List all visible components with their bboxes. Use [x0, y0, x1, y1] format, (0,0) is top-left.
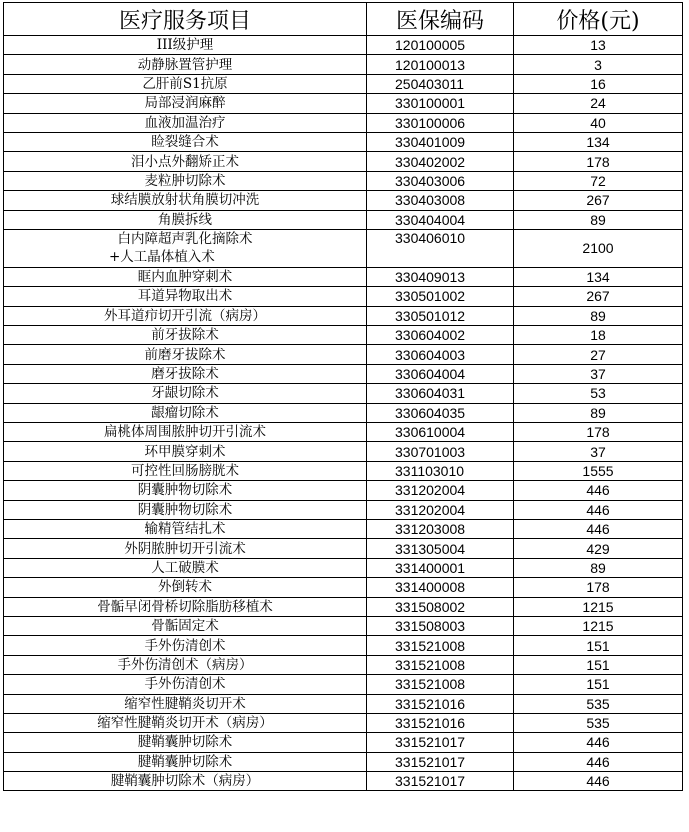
table-body — [4, 36, 683, 791]
insurance-code-cell: 330701003 — [367, 442, 514, 461]
insurance-code-cell: 330604002 — [367, 326, 514, 345]
price-cell: 13 — [514, 36, 683, 55]
insurance-code-cell: 331103010 — [367, 461, 514, 480]
price-cell: 151 — [514, 636, 683, 655]
service-name-cell: 腱鞘囊肿切除术 — [4, 733, 367, 752]
price-cell: 446 — [514, 733, 683, 752]
table-row — [4, 713, 683, 732]
table-row — [4, 481, 683, 500]
table-row — [4, 597, 683, 616]
table-row — [4, 616, 683, 635]
insurance-code-cell: 331508003 — [367, 616, 514, 635]
insurance-code-cell: 331521016 — [367, 713, 514, 732]
table-row — [4, 752, 683, 771]
table-row — [4, 171, 683, 190]
service-name-cell: 腱鞘囊肿切除术（病房） — [4, 772, 367, 791]
service-name-cell: 血液加温治疗 — [4, 113, 367, 132]
insurance-code-cell: 330409013 — [367, 267, 514, 286]
price-cell: 27 — [514, 345, 683, 364]
price-cell: 24 — [514, 94, 683, 113]
table-row — [4, 113, 683, 132]
price-cell: 178 — [514, 423, 683, 442]
insurance-code-cell: 330404004 — [367, 210, 514, 229]
service-name-cell: 外耳道疖切开引流（病房） — [4, 306, 367, 325]
table-row — [4, 229, 683, 267]
price-cell: 53 — [514, 384, 683, 403]
table-row — [4, 345, 683, 364]
price-cell: 134 — [514, 132, 683, 151]
insurance-code-cell: 331203008 — [367, 519, 514, 538]
insurance-code-cell: 330403006 — [367, 171, 514, 190]
header-code: 医保编码 — [367, 3, 514, 36]
service-name-cell — [4, 229, 367, 267]
service-name-line2: +人工晶体植入术 — [109, 248, 215, 265]
price-cell: 16 — [514, 74, 683, 93]
header-row — [4, 3, 683, 36]
table-row — [4, 500, 683, 519]
price-cell: 178 — [514, 578, 683, 597]
insurance-code-cell: 330402002 — [367, 152, 514, 171]
service-name-cell: 牙龈切除术 — [4, 384, 367, 403]
price-cell: 134 — [514, 267, 683, 286]
insurance-code-cell: 330100006 — [367, 113, 514, 132]
price-cell: 1215 — [514, 597, 683, 616]
service-name-cell: 手外伤清创术 — [4, 636, 367, 655]
table-row — [4, 461, 683, 480]
table-row — [4, 423, 683, 442]
price-cell: 89 — [514, 558, 683, 577]
insurance-code-cell: 250403011 — [367, 74, 514, 93]
price-cell: 446 — [514, 752, 683, 771]
insurance-code-cell: 330100001 — [367, 94, 514, 113]
insurance-code-cell: 330403008 — [367, 191, 514, 210]
table-row — [4, 442, 683, 461]
service-name-cell: 扁桃体周围脓肿切开引流术 — [4, 423, 367, 442]
insurance-code-cell: 330604035 — [367, 403, 514, 422]
service-name-cell: 乙肝前S1抗原 — [4, 74, 367, 93]
insurance-code-cell: 330501012 — [367, 306, 514, 325]
price-cell: 151 — [514, 655, 683, 674]
price-cell: 1555 — [514, 461, 683, 480]
insurance-code-cell: 330501002 — [367, 287, 514, 306]
table-row — [4, 384, 683, 403]
table-row — [4, 403, 683, 422]
service-name-cell: 阴囊肿物切除术 — [4, 481, 367, 500]
table-row — [4, 74, 683, 93]
service-name-cell: 外阴脓肿切开引流术 — [4, 539, 367, 558]
service-name-cell: 局部浸润麻醉 — [4, 94, 367, 113]
insurance-code-cell: 331521008 — [367, 675, 514, 694]
table-row — [4, 578, 683, 597]
insurance-code-cell: 331521008 — [367, 655, 514, 674]
service-name-cell: 输精管结扎术 — [4, 519, 367, 538]
insurance-code-cell: 331521008 — [367, 636, 514, 655]
header-price: 价格(元) — [514, 3, 683, 36]
table-row — [4, 772, 683, 791]
price-cell: 267 — [514, 191, 683, 210]
service-name-cell: 角膜拆线 — [4, 210, 367, 229]
service-name-cell: III级护理 — [4, 36, 367, 55]
service-name-line1: 白内障超声乳化摘除术 — [117, 230, 253, 247]
price-cell: 2100 — [514, 229, 683, 267]
insurance-code-cell: 331521017 — [367, 772, 514, 791]
table-row — [4, 326, 683, 345]
price-cell: 178 — [514, 152, 683, 171]
insurance-code-cell: 331521016 — [367, 694, 514, 713]
service-name-cell: 龈瘤切除术 — [4, 403, 367, 422]
service-name-cell: 麦粒肿切除术 — [4, 171, 367, 190]
insurance-code-cell: 330604004 — [367, 364, 514, 383]
table-row — [4, 519, 683, 538]
insurance-code-cell: 331400008 — [367, 578, 514, 597]
price-cell: 89 — [514, 403, 683, 422]
table-row — [4, 55, 683, 74]
table-row — [4, 636, 683, 655]
table-row — [4, 694, 683, 713]
insurance-code-cell: 120100013 — [367, 55, 514, 74]
service-name-cell: 前牙拔除术 — [4, 326, 367, 345]
service-name-cell: 骨骺早闭骨桥切除脂肪移植术 — [4, 597, 367, 616]
price-cell: 1215 — [514, 616, 683, 635]
table-row — [4, 191, 683, 210]
service-name-cell: 睑裂缝合术 — [4, 132, 367, 151]
service-name-cell: 耳道异物取出术 — [4, 287, 367, 306]
table-row — [4, 152, 683, 171]
table-row — [4, 210, 683, 229]
service-name-cell: 人工破膜术 — [4, 558, 367, 577]
insurance-code-cell: 330604031 — [367, 384, 514, 403]
insurance-code-cell: 331521017 — [367, 733, 514, 752]
table-row — [4, 558, 683, 577]
price-cell: 446 — [514, 481, 683, 500]
service-name-cell: 缩窄性腱鞘炎切开术（病房） — [4, 713, 367, 732]
insurance-code-cell: 120100005 — [367, 36, 514, 55]
service-name-cell: 泪小点外翻矫正术 — [4, 152, 367, 171]
price-cell: 446 — [514, 500, 683, 519]
service-name-cell: 手外伤清创术（病房） — [4, 655, 367, 674]
price-cell: 446 — [514, 519, 683, 538]
price-cell: 151 — [514, 675, 683, 694]
price-cell: 40 — [514, 113, 683, 132]
service-name-cell: 前磨牙拔除术 — [4, 345, 367, 364]
price-cell: 535 — [514, 713, 683, 732]
service-name-cell: 环甲膜穿刺术 — [4, 442, 367, 461]
table-row — [4, 733, 683, 752]
table-row — [4, 675, 683, 694]
price-cell: 89 — [514, 210, 683, 229]
price-cell: 18 — [514, 326, 683, 345]
service-name-cell: 手外伤清创术 — [4, 675, 367, 694]
price-cell: 535 — [514, 694, 683, 713]
table-row — [4, 364, 683, 383]
service-name-cell: 骨骺固定术 — [4, 616, 367, 635]
table-row — [4, 36, 683, 55]
price-cell: 89 — [514, 306, 683, 325]
table-row — [4, 132, 683, 151]
price-cell: 267 — [514, 287, 683, 306]
insurance-code-cell: 331202004 — [367, 500, 514, 519]
insurance-code-cell: 331305004 — [367, 539, 514, 558]
insurance-code-cell: 330401009 — [367, 132, 514, 151]
insurance-code-cell: 331521017 — [367, 752, 514, 771]
table-row — [4, 655, 683, 674]
service-name-cell: 腱鞘囊肿切除术 — [4, 752, 367, 771]
service-name-cell: 可控性回肠膀胱术 — [4, 461, 367, 480]
insurance-code-cell: 331400001 — [367, 558, 514, 577]
price-table — [3, 2, 683, 791]
insurance-code-cell: 330610004 — [367, 423, 514, 442]
insurance-code-cell: 330406010 — [367, 229, 514, 267]
price-cell: 3 — [514, 55, 683, 74]
service-name-cell: 磨牙拔除术 — [4, 364, 367, 383]
service-name-cell: 外倒转术 — [4, 578, 367, 597]
service-name-cell: 阴囊肿物切除术 — [4, 500, 367, 519]
price-cell: 37 — [514, 364, 683, 383]
table-row — [4, 94, 683, 113]
insurance-code-cell: 331202004 — [367, 481, 514, 500]
service-name-cell: 动静脉置管护理 — [4, 55, 367, 74]
service-name-cell: 球结膜放射状角膜切冲洗 — [4, 191, 367, 210]
table-row — [4, 539, 683, 558]
price-cell: 72 — [514, 171, 683, 190]
service-name-cell: 眶内血肿穿刺术 — [4, 267, 367, 286]
price-cell: 429 — [514, 539, 683, 558]
table-row — [4, 306, 683, 325]
insurance-code-cell: 330604003 — [367, 345, 514, 364]
header-name: 医疗服务项目 — [4, 3, 367, 36]
table-row — [4, 287, 683, 306]
insurance-code-cell: 331508002 — [367, 597, 514, 616]
price-cell: 446 — [514, 772, 683, 791]
table-row — [4, 267, 683, 286]
service-name-cell: 缩窄性腱鞘炎切开术 — [4, 694, 367, 713]
price-cell: 37 — [514, 442, 683, 461]
